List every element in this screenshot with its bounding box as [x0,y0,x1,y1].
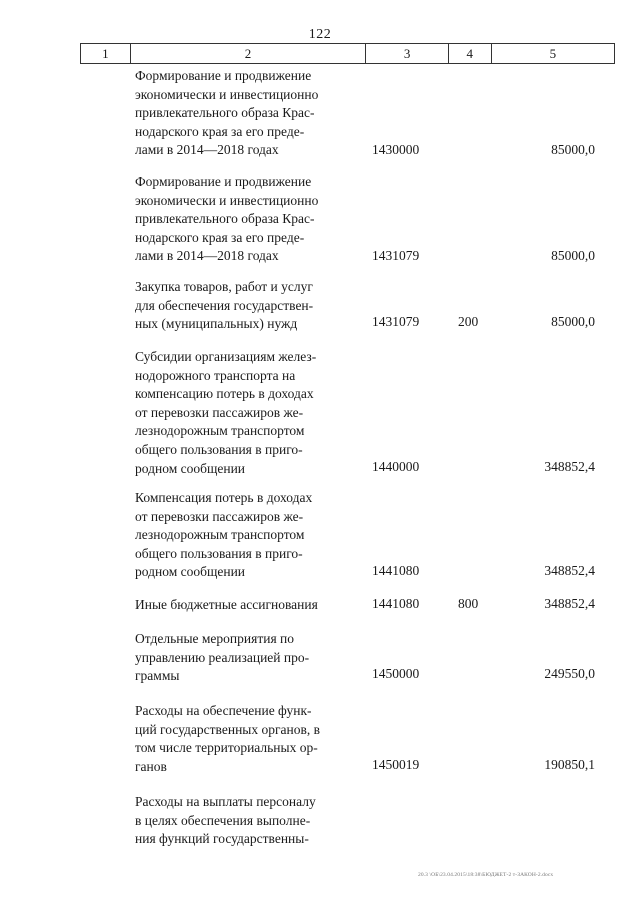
row-kind: 200 [458,314,479,329]
row-description: Формирование и продвижение экономически и инвестиционно привлекательного образа Крас- нодарского края за его преде- лами в 2014—2018 годах [135,68,319,158]
footer-file-path: 20.3 \ОБ\23.04.2015\18:38\БЮДЖЕТ-2 т-ЗАКОН-2.docx [418,872,554,878]
row-amount: 190850,1 [544,757,595,772]
header-col-5: 5 [492,44,615,63]
row-code: 1441080 [372,596,420,611]
row-kind: 800 [458,596,479,611]
row-code: 1441080 [372,563,420,578]
row-description: Расходы на обеспечение функ- ций государственных органов, в том числе территориальных ор- ганов [135,703,320,774]
row-description: Субсидии организациям желез- нодорожного транспорта на компенсацию потерь в доходах от перевозки пассажиров же- лезнодорожным транспортом общего пользования в приго- родном сообщении [135,349,317,476]
row-amount: 85000,0 [551,142,595,157]
row-description: Иные бюджетные ассигнования [135,597,318,612]
row-code: 1450019 [372,757,420,772]
row-code: 1440000 [372,459,420,474]
row-code: 1450000 [372,666,420,681]
row-description: Компенсация потерь в доходах от перевозки пассажиров же- лезнодорожным транспортом общего пользования в приго- родном сообщении [135,490,313,580]
row-amount: 348852,4 [544,563,595,578]
header-col-3: 3 [366,44,449,63]
row-amount: 85000,0 [551,314,595,329]
header-col-1: 1 [81,44,131,63]
page-number: 122 [308,27,332,42]
header-col-2: 2 [131,44,367,63]
row-amount: 85000,0 [551,248,595,263]
row-amount: 249550,0 [544,666,595,681]
row-amount: 348852,4 [544,596,595,611]
row-amount: 348852,4 [544,459,595,474]
table-header [80,43,615,64]
row-description: Отдельные мероприятия по управлению реализацией про- граммы [135,631,310,684]
header-col-4: 4 [449,44,492,63]
row-code: 1430000 [372,142,420,157]
row-code: 1431079 [372,248,420,263]
row-code: 1431079 [372,314,420,329]
row-description: Формирование и продвижение экономически и инвестиционно привлекательного образа Крас- нодарского края за его преде- лами в 2014—2018 годах [135,174,319,264]
row-description: Расходы на выплаты персоналу в целях обеспечения выполне- ния функций государственны- [135,794,316,847]
row-description: Закупка товаров, работ и услуг для обеспечения государствен- ных (муниципальных) нужд [135,279,314,332]
